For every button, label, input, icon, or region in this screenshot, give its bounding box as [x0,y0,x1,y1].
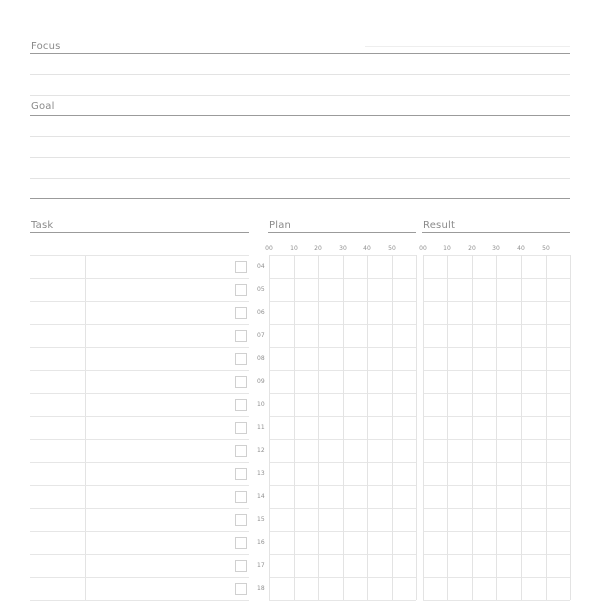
result-cell[interactable] [447,255,472,278]
task-checkbox[interactable] [235,353,247,365]
plan-cell[interactable] [269,577,294,600]
plan-cell[interactable] [294,347,318,370]
hour-label-16: 16 [257,539,265,546]
plan-label: Plan [269,220,292,231]
task-cell[interactable] [30,554,230,577]
task-checkbox[interactable] [235,468,247,480]
result-minute-20: 20 [468,245,476,252]
result-cell[interactable] [423,347,447,370]
result-cell[interactable] [472,485,496,508]
hour-label-18: 18 [257,585,265,592]
result-cell[interactable] [546,462,570,485]
result-cell[interactable] [521,324,546,347]
result-cell[interactable] [521,301,546,324]
plan-cell[interactable] [367,577,392,600]
result-cell[interactable] [521,485,546,508]
plan-cell[interactable] [392,255,416,278]
plan-cell[interactable] [343,439,367,462]
result-cell[interactable] [423,393,447,416]
result-cell[interactable] [472,347,496,370]
plan-minute-20: 20 [314,245,322,252]
task-cell[interactable] [30,485,230,508]
plan-cell[interactable] [343,554,367,577]
plan-underline [268,232,416,233]
task-checkbox[interactable] [235,307,247,319]
plan-cell[interactable] [269,462,294,485]
plan-cell[interactable] [318,508,343,531]
focus-writing-line[interactable] [30,74,570,75]
result-cell[interactable] [447,462,472,485]
result-cell[interactable] [546,439,570,462]
plan-cell[interactable] [367,301,392,324]
plan-cell[interactable] [294,508,318,531]
plan-cell[interactable] [343,324,367,347]
result-cell[interactable] [447,393,472,416]
result-cell[interactable] [447,508,472,531]
plan-cell[interactable] [392,347,416,370]
hour-label-15: 15 [257,516,265,523]
task-checkbox[interactable] [235,491,247,503]
result-cell[interactable] [496,278,521,301]
result-cell[interactable] [496,508,521,531]
plan-cell[interactable] [269,347,294,370]
result-cell[interactable] [472,255,496,278]
result-cell[interactable] [496,370,521,393]
result-cell[interactable] [546,554,570,577]
focus-top-rule [365,46,570,47]
plan-cell[interactable] [269,416,294,439]
result-cell[interactable] [521,554,546,577]
plan-minute-30: 30 [339,245,347,252]
task-checkbox[interactable] [235,376,247,388]
result-cell[interactable] [423,416,447,439]
plan-minute-10: 10 [290,245,298,252]
task-cell[interactable] [30,439,230,462]
plan-cell[interactable] [392,508,416,531]
goal-writing-line[interactable] [30,178,570,179]
plan-cell[interactable] [392,393,416,416]
result-cell[interactable] [472,278,496,301]
plan-cell[interactable] [392,462,416,485]
plan-cell[interactable] [367,531,392,554]
result-cell[interactable] [447,324,472,347]
plan-minute-40: 40 [363,245,371,252]
plan-cell[interactable] [318,485,343,508]
plan-cell[interactable] [269,370,294,393]
task-cell[interactable] [30,577,230,600]
result-cell[interactable] [423,485,447,508]
task-checkbox[interactable] [235,261,247,273]
task-underline [30,232,249,233]
result-cell[interactable] [447,439,472,462]
plan-cell[interactable] [269,439,294,462]
plan-cell[interactable] [269,393,294,416]
result-cell[interactable] [423,531,447,554]
task-checkbox[interactable] [235,399,247,411]
result-cell[interactable] [472,531,496,554]
plan-cell[interactable] [392,416,416,439]
task-cell[interactable] [30,255,230,278]
goal-bottom-rule [30,198,570,199]
task-checkbox[interactable] [235,284,247,296]
plan-minute-50: 50 [388,245,396,252]
result-cell[interactable] [447,531,472,554]
plan-cell[interactable] [294,577,318,600]
result-cell[interactable] [546,393,570,416]
hour-label-05: 05 [257,286,265,293]
plan-cell[interactable] [294,554,318,577]
result-minute-30: 30 [492,245,500,252]
plan-cell[interactable] [367,462,392,485]
plan-cell[interactable] [294,416,318,439]
plan-cell[interactable] [367,485,392,508]
result-cell[interactable] [496,462,521,485]
result-cell[interactable] [496,577,521,600]
result-cell[interactable] [521,531,546,554]
result-cell[interactable] [521,462,546,485]
hour-label-08: 08 [257,355,265,362]
plan-cell[interactable] [392,531,416,554]
plan-cell[interactable] [269,554,294,577]
result-cell[interactable] [521,370,546,393]
result-cell[interactable] [496,485,521,508]
plan-cell[interactable] [318,347,343,370]
result-cell[interactable] [546,577,570,600]
result-minute-50: 50 [542,245,550,252]
plan-cell[interactable] [269,301,294,324]
result-cell[interactable] [546,278,570,301]
result-cell[interactable] [521,439,546,462]
plan-cell[interactable] [367,439,392,462]
plan-cell[interactable] [269,324,294,347]
plan-cell[interactable] [318,255,343,278]
plan-cell[interactable] [367,416,392,439]
plan-cell[interactable] [318,531,343,554]
result-cell[interactable] [496,347,521,370]
plan-cell[interactable] [367,370,392,393]
result-cell[interactable] [447,278,472,301]
plan-cell[interactable] [367,508,392,531]
result-cell[interactable] [423,577,447,600]
plan-cell[interactable] [367,393,392,416]
task-cell[interactable] [30,278,230,301]
plan-cell[interactable] [294,301,318,324]
result-cell[interactable] [521,255,546,278]
plan-cell[interactable] [294,393,318,416]
result-cell[interactable] [423,439,447,462]
plan-cell[interactable] [343,531,367,554]
result-cell[interactable] [496,393,521,416]
plan-cell[interactable] [294,324,318,347]
goal-label: Goal [31,101,55,112]
result-cell[interactable] [447,485,472,508]
plan-cell[interactable] [318,324,343,347]
plan-cell[interactable] [269,508,294,531]
result-cell[interactable] [496,416,521,439]
hour-label-10: 10 [257,401,265,408]
result-minute-10: 10 [443,245,451,252]
result-cell[interactable] [546,301,570,324]
goal-underline [30,115,570,116]
plan-cell[interactable] [269,531,294,554]
result-cell[interactable] [472,416,496,439]
result-minute-40: 40 [517,245,525,252]
plan-cell[interactable] [318,416,343,439]
goal-writing-line[interactable] [30,157,570,158]
task-cell[interactable] [30,301,230,324]
result-underline [422,232,570,233]
task-cell[interactable] [30,531,230,554]
result-cell[interactable] [423,508,447,531]
result-cell[interactable] [496,554,521,577]
result-cell[interactable] [546,531,570,554]
plan-cell[interactable] [269,485,294,508]
plan-cell[interactable] [343,278,367,301]
plan-cell[interactable] [392,278,416,301]
plan-cell[interactable] [367,554,392,577]
plan-cell[interactable] [343,393,367,416]
plan-minute-00: 00 [265,245,273,252]
plan-cell[interactable] [367,324,392,347]
plan-cell[interactable] [392,554,416,577]
result-cell[interactable] [546,255,570,278]
plan-cell[interactable] [294,485,318,508]
result-cell[interactable] [423,324,447,347]
plan-cell[interactable] [294,531,318,554]
plan-cell[interactable] [318,278,343,301]
plan-cell[interactable] [318,393,343,416]
plan-column-line [416,255,417,600]
result-cell[interactable] [472,324,496,347]
task-cell[interactable] [30,347,230,370]
result-cell[interactable] [521,416,546,439]
result-column-line [570,255,571,600]
plan-cell[interactable] [343,255,367,278]
result-cell[interactable] [521,508,546,531]
result-cell[interactable] [472,462,496,485]
result-cell[interactable] [423,255,447,278]
task-cell[interactable] [30,508,230,531]
focus-label: Focus [31,41,61,52]
task-checkbox[interactable] [235,560,247,572]
plan-cell[interactable] [343,462,367,485]
result-cell[interactable] [447,370,472,393]
goal-writing-line[interactable] [30,136,570,137]
task-checkbox[interactable] [235,583,247,595]
plan-cell[interactable] [294,278,318,301]
plan-cell[interactable] [392,577,416,600]
task-cell[interactable] [30,462,230,485]
task-cell[interactable] [30,324,230,347]
hour-label-06: 06 [257,309,265,316]
result-cell[interactable] [546,347,570,370]
plan-cell[interactable] [343,485,367,508]
result-cell[interactable] [423,554,447,577]
plan-cell[interactable] [269,255,294,278]
plan-cell[interactable] [318,370,343,393]
hour-label-07: 07 [257,332,265,339]
result-cell[interactable] [472,439,496,462]
task-checkbox[interactable] [235,514,247,526]
plan-cell[interactable] [294,370,318,393]
plan-cell[interactable] [318,301,343,324]
hour-label-13: 13 [257,470,265,477]
plan-cell[interactable] [294,462,318,485]
result-cell[interactable] [546,508,570,531]
result-cell[interactable] [472,554,496,577]
result-cell[interactable] [472,393,496,416]
hour-label-11: 11 [257,424,265,431]
task-checkbox[interactable] [235,422,247,434]
plan-cell[interactable] [318,462,343,485]
plan-cell[interactable] [318,439,343,462]
plan-cell[interactable] [343,416,367,439]
plan-cell[interactable] [367,255,392,278]
result-cell[interactable] [546,485,570,508]
plan-cell[interactable] [318,577,343,600]
result-cell[interactable] [447,554,472,577]
plan-cell[interactable] [294,255,318,278]
task-cell[interactable] [30,416,230,439]
result-cell[interactable] [447,416,472,439]
result-cell[interactable] [496,531,521,554]
focus-writing-line[interactable] [30,95,570,96]
result-cell[interactable] [447,301,472,324]
plan-cell[interactable] [343,347,367,370]
plan-cell[interactable] [318,554,343,577]
hour-label-12: 12 [257,447,265,454]
task-label: Task [31,220,54,231]
result-cell[interactable] [472,301,496,324]
result-cell[interactable] [521,278,546,301]
plan-cell[interactable] [269,278,294,301]
focus-underline [30,53,570,54]
result-cell[interactable] [472,370,496,393]
plan-cell[interactable] [367,347,392,370]
result-label: Result [423,220,456,231]
plan-cell[interactable] [343,301,367,324]
task-cell[interactable] [30,393,230,416]
plan-cell[interactable] [343,577,367,600]
task-checkbox[interactable] [235,330,247,342]
plan-cell[interactable] [392,301,416,324]
result-cell[interactable] [496,255,521,278]
task-checkbox[interactable] [235,537,247,549]
result-cell[interactable] [521,393,546,416]
result-cell[interactable] [423,370,447,393]
plan-cell[interactable] [343,370,367,393]
result-cell[interactable] [472,508,496,531]
result-cell[interactable] [496,439,521,462]
plan-cell[interactable] [392,370,416,393]
hour-label-09: 09 [257,378,265,385]
result-cell[interactable] [496,301,521,324]
plan-cell[interactable] [294,439,318,462]
result-cell[interactable] [521,347,546,370]
plan-cell[interactable] [392,485,416,508]
result-cell[interactable] [546,324,570,347]
result-cell[interactable] [472,577,496,600]
result-cell[interactable] [546,370,570,393]
result-cell[interactable] [423,301,447,324]
result-cell[interactable] [447,347,472,370]
result-cell[interactable] [521,577,546,600]
result-cell[interactable] [423,462,447,485]
plan-cell[interactable] [367,278,392,301]
result-minute-00: 00 [419,245,427,252]
plan-cell[interactable] [392,324,416,347]
result-cell[interactable] [423,278,447,301]
result-cell[interactable] [496,324,521,347]
result-cell[interactable] [447,577,472,600]
task-checkbox[interactable] [235,445,247,457]
task-cell[interactable] [30,370,230,393]
plan-cell[interactable] [392,439,416,462]
hour-label-14: 14 [257,493,265,500]
result-cell[interactable] [546,416,570,439]
hour-label-17: 17 [257,562,265,569]
hour-label-04: 04 [257,263,265,270]
plan-cell[interactable] [343,508,367,531]
